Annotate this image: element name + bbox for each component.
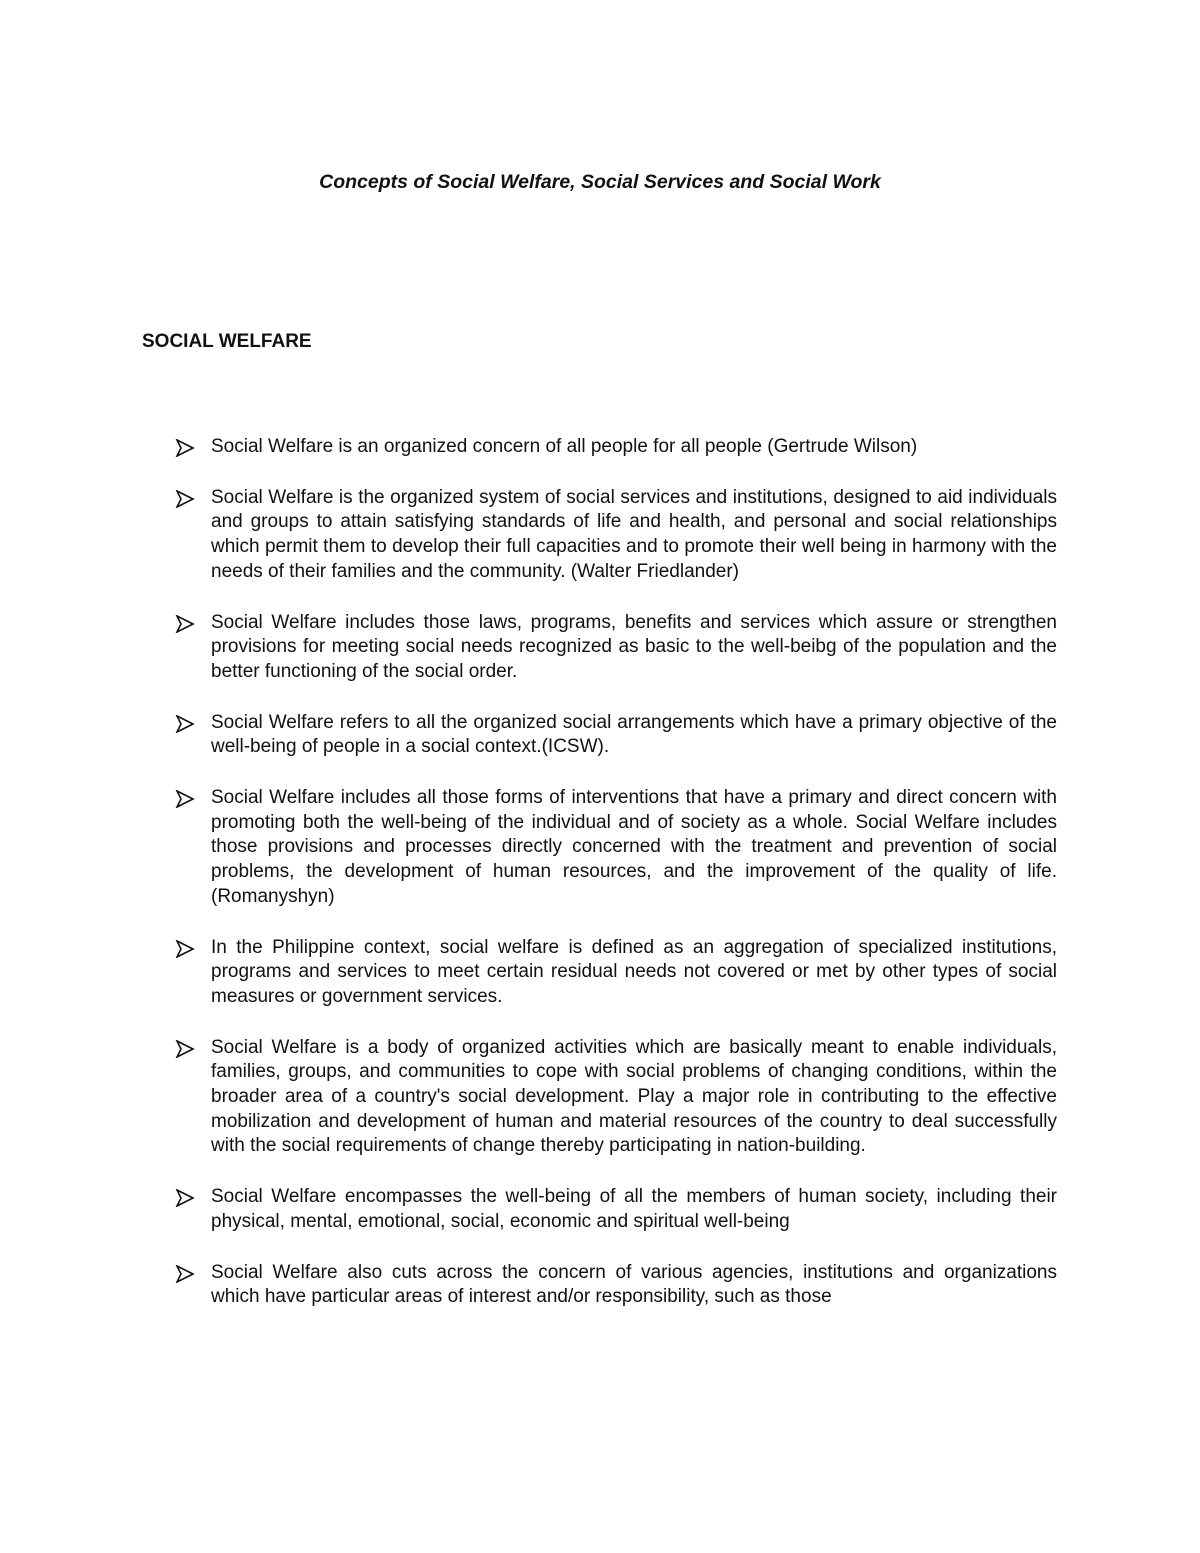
- list-item: [0, 611, 1200, 685]
- arrowhead-bullet-icon: [175, 715, 195, 733]
- list-item: [0, 936, 1200, 1010]
- document-title: Concepts of Social Welfare, Social Services and Social Work: [319, 171, 881, 193]
- list-item: [0, 1036, 1200, 1160]
- arrowhead-bullet-icon: [175, 1265, 195, 1283]
- bullet-text: Social Welfare is a body of organized activities which are basically meant to enable individuals, families, groups, and communities to cope with social problems of changing conditions, within the broader area of a country's social development. Play a major role in contributing to the effective mobilization and development of human and material resources of the country to deal successfully with the social requirements of change thereby participating in nation-building.: [211, 1036, 1057, 1157]
- bullet-text: Social Welfare also cuts across the concern of various agencies, institutions and organizations which have particular areas of interest and/or responsibility, such as those: [211, 1261, 1057, 1308]
- list-item: [0, 1261, 1200, 1310]
- arrowhead-bullet-icon: [175, 1040, 195, 1058]
- arrowhead-bullet-icon: [175, 490, 195, 508]
- list-item: [0, 786, 1200, 910]
- bullet-text: Social Welfare includes all those forms of interventions that have a primary and direct concern with promoting both the well-being of the individual and of society as a whole. Social Welfare includes those provisions and processes directly concerned with the treatment and prevention of social problems, the development of human resources, and the improvement of the quality of life. (Romanyshyn): [211, 787, 1057, 907]
- definitions-list: [0, 435, 1200, 1336]
- arrowhead-bullet-icon: [175, 439, 195, 457]
- list-item: [0, 711, 1200, 760]
- section-heading-social-welfare: SOCIAL WELFARE: [142, 331, 312, 352]
- list-item: [0, 435, 1200, 460]
- arrowhead-bullet-icon: [175, 940, 195, 958]
- arrowhead-bullet-icon: [175, 615, 195, 633]
- list-item: [0, 1185, 1200, 1234]
- arrowhead-bullet-icon: [175, 1189, 195, 1207]
- bullet-text: Social Welfare is an organized concern of all people for all people (Gertrude Wilson): [211, 436, 918, 457]
- bullet-text: Social Welfare refers to all the organized social arrangements which have a primary objective of the well-being of people in a social context.(ICSW).: [211, 711, 1057, 758]
- bullet-text: Social Welfare encompasses the well-being of all the members of human society, including their physical, mental, emotional, social, economic and spiritual well-being: [211, 1186, 1057, 1232]
- list-item: [0, 486, 1200, 585]
- bullet-text: Social Welfare is the organized system of social services and institutions, designed to aid individuals and groups to attain satisfying standards of life and health, and personal and social relationships which permit them to develop their full capacities and to promote their well being in harmony with the needs of their families and the community. (Walter Friedlander): [211, 486, 1057, 582]
- bullet-text: In the Philippine context, social welfare is defined as an aggregation of specialized institutions, programs and services to meet certain residual needs not covered or met by other types of social measures or government services.: [211, 936, 1057, 1007]
- arrowhead-bullet-icon: [175, 790, 195, 808]
- bullet-text: Social Welfare includes those laws, programs, benefits and services which assure or strengthen provisions for meeting social needs recognized as basic to the well-beibg of the population and the better functioning of the social order.: [211, 611, 1057, 682]
